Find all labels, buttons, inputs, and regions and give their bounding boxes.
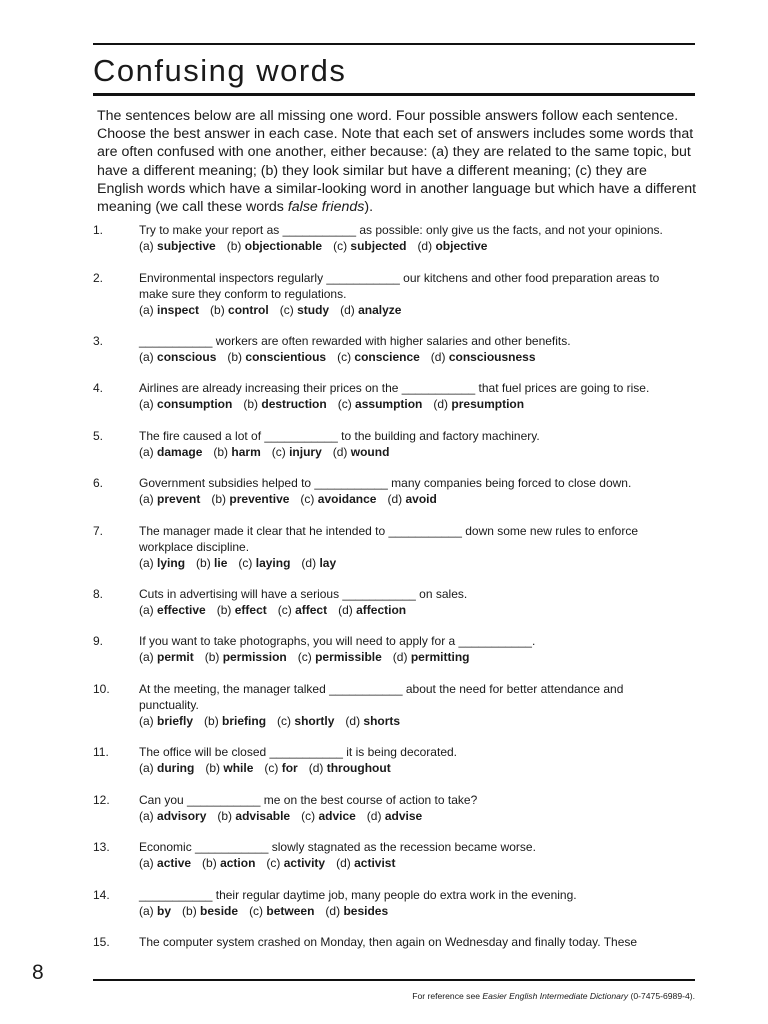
option-word: assumption — [355, 397, 423, 411]
option-letter: (a) — [139, 856, 154, 870]
answer-option — [433, 397, 524, 411]
option-word: injury — [289, 445, 322, 459]
option-letter: (b) — [196, 556, 211, 570]
option-word: conscience — [354, 350, 420, 364]
question-item — [93, 475, 693, 507]
option-letter: (b) — [211, 492, 227, 506]
answer-options — [139, 491, 693, 507]
option-letter: (a) — [139, 761, 154, 775]
answer-option — [345, 714, 400, 728]
option-letter: (c) — [279, 303, 294, 317]
title-rule — [93, 93, 695, 96]
option-letter: (a) — [139, 603, 154, 617]
footer-dictionary-title: Easier English Intermediate Dictionary — [482, 991, 629, 1001]
answer-option — [277, 714, 334, 728]
question-text: The fire caused a lot of ___________ to the building and factory machinery. — [139, 429, 540, 443]
option-letter: (b) — [210, 303, 225, 317]
answer-option — [211, 492, 289, 506]
answer-options — [139, 602, 693, 618]
question-number: 9. — [93, 634, 104, 648]
option-letter: (c) — [301, 809, 316, 823]
option-letter: (b) — [202, 856, 217, 870]
option-word: avoidance — [317, 492, 377, 506]
question-text: Try to make your report as ___________ as possible: only give us the facts, and not your opinions. — [139, 223, 663, 237]
option-word: affect — [295, 603, 328, 617]
answer-option — [139, 397, 232, 411]
option-letter: (d) — [387, 492, 403, 506]
question-item — [93, 380, 693, 412]
question-item — [93, 744, 693, 776]
option-word: advise — [384, 809, 423, 823]
answer-option — [333, 239, 406, 253]
intro-end: ). — [364, 199, 374, 216]
option-letter: (d) — [325, 904, 341, 918]
option-word: affection — [356, 603, 407, 617]
question-number: 4. — [93, 381, 104, 395]
answer-option — [338, 397, 423, 411]
answer-option — [139, 761, 194, 775]
question-number: 10. — [93, 682, 110, 696]
question-item — [93, 333, 693, 365]
option-word: destruction — [261, 397, 327, 411]
intro-paragraph — [97, 107, 697, 216]
answer-option — [272, 445, 322, 459]
option-letter: (a) — [139, 650, 154, 664]
option-letter: (d) — [308, 761, 324, 775]
answer-option — [238, 556, 290, 570]
option-letter: (b) — [204, 650, 220, 664]
option-word: effective — [157, 603, 206, 617]
option-word: inspect — [157, 303, 200, 317]
question-number: 6. — [93, 476, 104, 490]
option-letter: (d) — [392, 650, 408, 664]
option-word: lie — [214, 556, 228, 570]
option-word: analyze — [358, 303, 402, 317]
option-letter: (a) — [139, 445, 154, 459]
question-text: The manager made it clear that he intended to ___________ down some new rules to enforce workplace discipline. — [139, 524, 638, 554]
answer-option — [139, 239, 216, 253]
option-word: activity — [283, 856, 326, 870]
question-text: Environmental inspectors regularly ___________ our kitchens and other food preparation areas to make sure they conform to regulations. — [139, 271, 660, 301]
answer-option — [139, 650, 194, 664]
option-letter: (c) — [277, 714, 292, 728]
answer-option — [266, 856, 325, 870]
answer-option — [182, 904, 238, 918]
answer-option — [264, 761, 297, 775]
option-word: consciousness — [448, 350, 536, 364]
option-letter: (d) — [340, 303, 355, 317]
answer-option — [278, 603, 327, 617]
option-word: advice — [318, 809, 356, 823]
question-number: 13. — [93, 840, 110, 854]
answer-option — [139, 809, 206, 823]
answer-option — [300, 492, 376, 506]
answer-option — [210, 303, 269, 317]
option-word: during — [157, 761, 195, 775]
question-number: 12. — [93, 793, 110, 807]
answer-option — [139, 303, 199, 317]
option-word: advisable — [235, 809, 291, 823]
option-word: advisory — [157, 809, 207, 823]
option-word: permissible — [315, 650, 382, 664]
option-letter: (a) — [139, 303, 154, 317]
footer-reference — [412, 990, 695, 1002]
question-item — [93, 586, 693, 618]
option-letter: (a) — [139, 350, 154, 364]
page-number: 8 — [32, 961, 44, 984]
option-word: lying — [157, 556, 186, 570]
option-word: preventive — [229, 492, 290, 506]
answer-option — [205, 650, 287, 664]
answer-option — [205, 761, 253, 775]
option-letter: (b) — [243, 397, 259, 411]
question-item — [93, 222, 693, 254]
answer-option — [340, 303, 401, 317]
option-word: laying — [255, 556, 291, 570]
option-word: objective — [435, 239, 488, 253]
answer-options — [139, 808, 693, 824]
option-letter: (c) — [297, 650, 312, 664]
option-word: control — [228, 303, 269, 317]
question-number: 14. — [93, 888, 110, 902]
question-text: Government subsidies helped to ___________ many companies being forced to close down. — [139, 476, 632, 490]
answer-option — [301, 809, 356, 823]
question-item — [93, 523, 693, 571]
option-letter: (a) — [139, 492, 154, 506]
option-letter: (c) — [337, 350, 352, 364]
option-word: prevent — [157, 492, 201, 506]
option-word: lay — [319, 556, 337, 570]
answer-option — [196, 556, 227, 570]
question-item — [93, 934, 693, 950]
question-text: If you want to take photographs, you will need to apply for a ___________. — [139, 634, 536, 648]
top-rule — [93, 43, 695, 45]
answer-options — [139, 238, 693, 254]
answer-options — [139, 649, 693, 665]
option-letter: (b) — [217, 809, 233, 823]
question-number: 7. — [93, 524, 104, 538]
option-word: permit — [157, 650, 194, 664]
question-number: 8. — [93, 587, 104, 601]
option-letter: (b) — [216, 603, 232, 617]
option-letter: (b) — [227, 350, 243, 364]
option-word: permission — [222, 650, 287, 664]
option-word: objectionable — [244, 239, 323, 253]
option-word: shortly — [294, 714, 335, 728]
option-letter: (c) — [266, 856, 281, 870]
answer-option — [213, 445, 260, 459]
answer-options — [139, 760, 693, 776]
page-title: Confusing words — [93, 53, 347, 88]
question-text: The computer system crashed on Monday, then again on Wednesday and finally today. These — [139, 935, 638, 949]
option-word: besides — [343, 904, 389, 918]
answer-option — [139, 603, 206, 617]
answer-option — [204, 714, 266, 728]
option-letter: (d) — [433, 397, 449, 411]
option-letter: (a) — [139, 239, 154, 253]
answer-option — [393, 650, 470, 664]
option-word: beside — [200, 904, 239, 918]
option-word: active — [157, 856, 192, 870]
option-word: briefly — [157, 714, 194, 728]
option-word: conscious — [157, 350, 217, 364]
answer-option — [298, 650, 382, 664]
answer-option — [139, 492, 200, 506]
option-word: wound — [350, 445, 390, 459]
answer-option — [202, 856, 255, 870]
option-letter: (c) — [249, 904, 264, 918]
question-item — [93, 428, 693, 460]
option-word: briefing — [222, 714, 267, 728]
option-letter: (a) — [139, 904, 154, 918]
question-item — [93, 681, 693, 729]
question-number: 3. — [93, 334, 104, 348]
answer-option — [336, 856, 395, 870]
answer-option — [417, 239, 487, 253]
answer-option — [333, 445, 390, 459]
option-word: presumption — [451, 397, 525, 411]
option-letter: (c) — [337, 397, 352, 411]
option-letter: (d) — [366, 809, 382, 823]
question-number: 15. — [93, 935, 110, 949]
answer-option — [139, 556, 185, 570]
option-letter: (d) — [301, 556, 317, 570]
option-word: by — [157, 904, 172, 918]
question-text: At the meeting, the manager talked ___________ about the need for better attendance and punctuality. — [139, 682, 624, 712]
answer-option — [387, 492, 436, 506]
option-letter: (c) — [333, 239, 348, 253]
option-letter: (a) — [139, 714, 154, 728]
option-word: between — [266, 904, 315, 918]
answer-option — [139, 904, 171, 918]
option-letter: (b) — [204, 714, 219, 728]
answer-option — [227, 239, 322, 253]
option-letter: (b) — [182, 904, 197, 918]
answer-options — [139, 302, 693, 318]
question-text: Cuts in advertising will have a serious ___________ on sales. — [139, 587, 468, 601]
answer-options — [139, 555, 693, 571]
bottom-rule — [93, 979, 695, 981]
question-number: 11. — [93, 745, 109, 759]
answer-option — [325, 904, 388, 918]
question-number: 2. — [93, 271, 104, 285]
option-word: throughout — [326, 761, 391, 775]
question-number: 1. — [93, 223, 104, 237]
option-letter: (a) — [139, 556, 154, 570]
answer-option — [367, 809, 422, 823]
answer-option — [337, 350, 420, 364]
answer-option — [139, 856, 191, 870]
option-word: permitting — [410, 650, 470, 664]
answer-option — [249, 904, 314, 918]
answer-options — [139, 855, 693, 871]
question-item — [93, 792, 693, 824]
question-item — [93, 270, 693, 318]
question-item — [93, 887, 693, 919]
answer-options — [139, 713, 693, 729]
option-word: conscientious — [245, 350, 327, 364]
option-word: shorts — [363, 714, 401, 728]
answer-options — [139, 903, 693, 919]
option-word: for — [281, 761, 298, 775]
option-word: action — [220, 856, 256, 870]
question-text: The office will be closed ___________ it is being decorated. — [139, 745, 457, 759]
question-item — [93, 633, 693, 665]
footer-prefix: For reference see — [412, 991, 483, 1001]
answer-options — [139, 349, 693, 365]
option-letter: (d) — [336, 856, 351, 870]
option-word: subjected — [350, 239, 407, 253]
option-word: subjective — [157, 239, 216, 253]
option-word: effect — [234, 603, 267, 617]
question-text: Can you ___________ me on the best course of action to take? — [139, 793, 478, 807]
answer-option — [309, 761, 391, 775]
answer-option — [280, 303, 329, 317]
option-letter: (b) — [205, 761, 221, 775]
question-text: ___________ their regular daytime job, many people do extra work in the evening. — [139, 888, 577, 902]
option-word: consumption — [157, 397, 233, 411]
option-letter: (d) — [430, 350, 446, 364]
option-letter: (d) — [345, 714, 361, 728]
option-letter: (d) — [417, 239, 433, 253]
option-letter: (c) — [271, 445, 286, 459]
answer-option — [301, 556, 336, 570]
answer-option — [139, 350, 216, 364]
option-word: avoid — [405, 492, 437, 506]
answer-option — [139, 714, 193, 728]
option-letter: (d) — [332, 445, 348, 459]
answer-option — [139, 445, 202, 459]
option-letter: (a) — [139, 809, 154, 823]
option-word: activist — [354, 856, 396, 870]
question-item — [93, 839, 693, 871]
option-word: damage — [157, 445, 203, 459]
answer-option — [431, 350, 536, 364]
answer-option — [217, 603, 267, 617]
option-letter: (c) — [300, 492, 315, 506]
question-text: Economic ___________ slowly stagnated as the recession became worse. — [139, 840, 536, 854]
option-letter: (c) — [277, 603, 292, 617]
answer-option — [217, 809, 290, 823]
option-letter: (a) — [139, 397, 154, 411]
answer-options — [139, 444, 693, 460]
option-word: while — [223, 761, 254, 775]
question-text: Airlines are already increasing their prices on the ___________ that fuel prices are going to rise. — [139, 381, 650, 395]
option-word: study — [297, 303, 330, 317]
footer-suffix: (0-7475-6989-4). — [628, 991, 695, 1001]
intro-italic: false friends — [287, 199, 365, 216]
option-letter: (c) — [264, 761, 279, 775]
question-number: 5. — [93, 429, 104, 443]
question-text: ___________ workers are often rewarded with higher salaries and other benefits. — [139, 334, 571, 348]
option-letter: (d) — [338, 603, 353, 617]
option-word: harm — [231, 445, 261, 459]
answer-options — [139, 396, 693, 412]
answer-option — [338, 603, 406, 617]
option-letter: (c) — [238, 556, 253, 570]
option-letter: (b) — [226, 239, 242, 253]
answer-option — [227, 350, 326, 364]
intro-main: The sentences below are all missing one word. Four possible answers follow each sentence. Choose the best answer in each case. Note that each set of answers includes some words that are often confused with one another, either because: (a) they are related to the same topic, but have a different meaning; (b) they look similar but have a different meaning; (c) they are English words which have a similar-looking word in another language but which have a different meaning (we call these words — [97, 108, 697, 216]
option-letter: (b) — [213, 445, 229, 459]
answer-option — [243, 397, 326, 411]
